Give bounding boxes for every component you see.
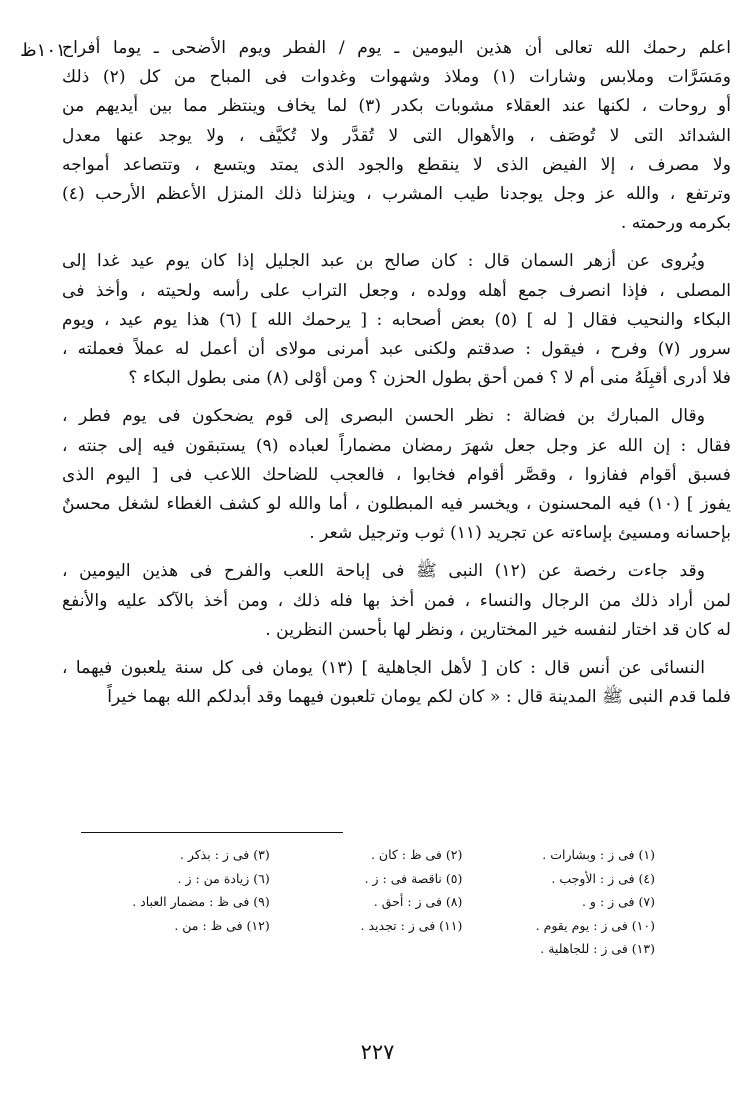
paragraph <box>62 402 731 548</box>
footnote: (١٠) فى ز : يوم يقوم . <box>535 917 655 933</box>
text-line: الشدائد التى لا تُوصَف ، والأهوال التى لا تُقدَّر ولا تُكيَّف ، ولا يوجد عنها معدل <box>62 125 731 146</box>
manuscript-folio-marker: ١٠١ظ <box>20 40 66 61</box>
footnote: (٨) فى ز : أحق . <box>373 894 463 909</box>
footnote: (١٣) فى ز : للجاهلية . <box>540 941 655 956</box>
text-line: المصلى ، فإذا انصرف جمع أهله وولده ، وجعل التراب على رأسه ولحيته ، وأخذ فى <box>62 280 731 301</box>
footnotes <box>80 843 655 961</box>
footnote-row <box>80 890 655 914</box>
footnote: (٢) فى ظ : كان . <box>370 847 463 862</box>
paragraph <box>62 557 731 645</box>
text-line: فلما قدم النبى ﷺ المدينة قال : « كان لكم يومان تلعبون فيهما وقد أبدلكم الله بهما خيراً <box>107 687 731 708</box>
footnote: (٥) ناقصة فى : ز . <box>364 870 463 886</box>
footnote: (١١) فى ز : تجديد . <box>360 917 463 933</box>
text-line: لمن أراد ذلك من الرجال والنساء ، فمن أخذ بها فله ذلك ، ومن أخذ بالآكد عليه والأنفع <box>62 590 731 611</box>
text-line: سرور (٧) وفرح ، فيقول : صدقتم ولكنى عبد أمرنى مولاى أن أعمل له عملاً فعملته ، <box>62 339 731 360</box>
text-line: أو روحات ، لكنها عند العقلاء مشوبات بكدر (٣) لما يخاف وينتظر مما بين أيديهم من <box>62 96 731 117</box>
footnote: (٩) فى ظ : مضمار العباد . <box>132 894 270 909</box>
footnote: (٧) فى ز : و . <box>581 894 655 909</box>
paragraph <box>62 247 731 393</box>
text-line: اعلم رحمك الله تعالى أن هذين اليومين ـ يوم / الفطر ويوم الأضحى ـ يوما أفراح <box>62 38 731 58</box>
text-line: فسبق أقوام ففازوا ، وقصَّر أقوام فخابوا ، فالعجب للضاحك اللاعب فى [ اليوم الذى <box>62 464 731 485</box>
text-line: يفوز ] (١٠) فيه المحسنون ، ويخسر فيه المبطلون ، أما والله لو كشف الغطاء لشغل محسنٌ <box>62 494 731 515</box>
footnote: (٣) فى ز : بذكر . <box>179 847 270 862</box>
footnote-row <box>80 867 655 891</box>
text-line: ويُروى عن أزهر السمان قال : كان صالح بن عبد الجليل إذا كان يوم عيد غدا إلى <box>62 251 705 272</box>
text-line: البكاء والنحيب فقال [ له ] (٥) بعض أصحابه : [ يرحمك الله ] (٦) هذا يوم عيد ، ويوم <box>62 309 731 330</box>
text-line: النسائى عن أنس قال : كان [ لأهل الجاهلية ] (١٣) يومان فى كل سنة يلعبون فيهما ، <box>62 658 705 679</box>
footnote: (١٢) فى ظ : من . <box>174 917 270 933</box>
footnote: (٦) زيادة من : ز . <box>177 870 270 886</box>
text-line: له كان قد اختار لنفسه خير المختارين ، ونظر لها بأحسن النظرين . <box>265 619 731 640</box>
text-line: ومَسَرَّات وملابس وشارات (١) وملاذ وشهوات وغدوات فى المباح من كل (٢) ذلك <box>62 67 731 88</box>
text-line: بكرمه ورحمته . <box>620 213 731 234</box>
text-line: وترتفع ، والله عز وجل يوجدنا طيب المشرب ، وينزلنا ذلك المنزل الأعظم الأرحب (٤) <box>62 184 731 205</box>
footnote: (١) فى ز : وبشارات . <box>542 847 655 862</box>
footnote-row <box>80 914 655 938</box>
text-line: وقال المبارك بن فضالة : نظر الحسن البصرى إلى قوم يضحكون فى يوم فطر ، <box>62 406 705 427</box>
footnote <box>273 937 463 961</box>
footnote-row <box>80 843 655 867</box>
text-line: ولا مصرف ، إلا الفيض الذى لا ينقطع والجود الذى يمتد ويتسع ، وتتصاعد أمواجه <box>62 154 731 175</box>
text-line: فقال : إن الله عز وجل جعل شهرَ رمضان مضماراً لعباده (٩) يستبقون فيه إلى جنته ، <box>62 435 731 456</box>
main-text <box>62 34 731 721</box>
footnote <box>80 937 270 961</box>
paragraph <box>62 654 731 712</box>
text-line: وقد جاءت رخصة عن (١٢) النبى ﷺ فى إباحة اللعب والفرح فى هذين اليومين ، <box>62 561 705 582</box>
text-line: فلا أدرى أقبِلَهُ منى أم لا ؟ فمن أحق بطول الحزن ؟ ومن أوْلى (٨) منى بطول البكاء ؟ <box>128 368 731 389</box>
text-line: بإحسانه ومسيئ بإساءته عن تجريد (١١) ثوب وترجيل شعر . <box>309 523 731 544</box>
footnote-separator <box>81 832 343 833</box>
footnote-row <box>80 937 655 961</box>
footnote: (٤) فى ز : الأوجب . <box>551 870 655 886</box>
page-number: ٢٢٧ <box>360 1040 395 1064</box>
paragraph <box>62 34 731 238</box>
